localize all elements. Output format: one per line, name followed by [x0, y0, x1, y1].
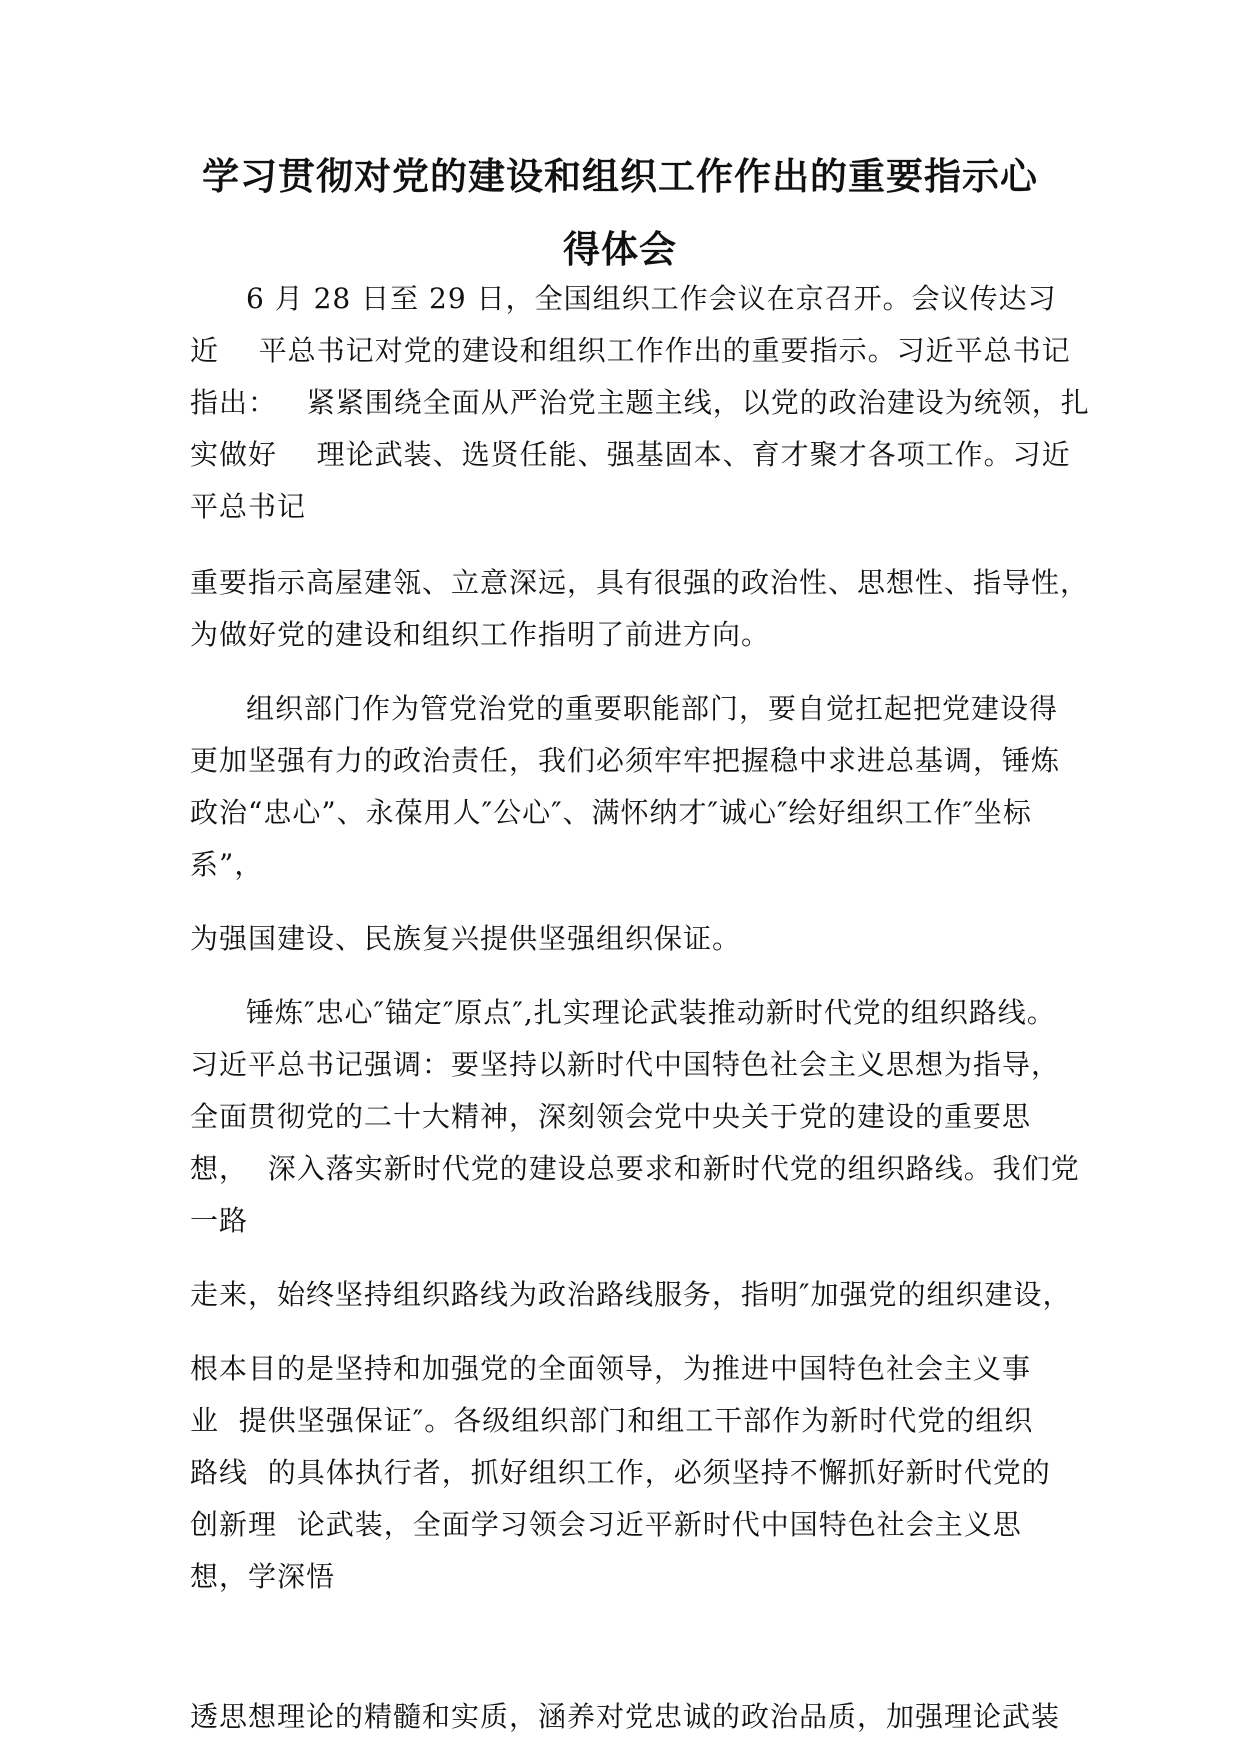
- text-line: 为强国建设、民族复兴提供坚强组织保证。: [190, 922, 742, 955]
- text-line: 系”，: [190, 848, 264, 881]
- text-line: 根本目的是坚持和加强党的全面领导，为推进中国特色社会主义事: [190, 1352, 1032, 1385]
- text-line: 想， 深入落实新时代党的建设总要求和新时代党的组织路线。我们党: [190, 1152, 1080, 1185]
- text-line: 政治“忠心”、永葆用人″公心″、满怀纳才″诚心″绘好组织工作″坐标: [190, 796, 1032, 829]
- text-line: 重要指示高屋建瓴、立意深远，具有很强的政治性、思想性、指导性，: [190, 566, 1090, 599]
- text-line: 更加坚强有力的政治责任，我们必须牢牢把握稳中求进总基调，锤炼: [190, 744, 1061, 777]
- text-line: 平总书记: [190, 490, 307, 523]
- text-line: 走来，始终坚持组织路线为政治路线服务，指明″加强党的组织建设，: [190, 1278, 1072, 1311]
- text-line: 透思想理论的精髓和实质，涵养对党忠诚的政治品质，加强理论武装: [190, 1700, 1061, 1733]
- text-line: 路线 的具体执行者，抓好组织工作，必须坚持不懈抓好新时代党的: [190, 1456, 1051, 1489]
- document-title-line-1: 学习贯彻对党的建设和组织工作作出的重要指示心: [202, 155, 1038, 198]
- text-line: 为做好党的建设和组织工作指明了前进方向。: [190, 618, 771, 651]
- text-line: 创新理 论武装，全面学习领会习近平新时代中国特色社会主义思: [190, 1508, 1022, 1541]
- text-line: 近 平总书记对党的建设和组织工作作出的重要指示。习近平总书记: [190, 334, 1071, 367]
- text-line: 习近平总书记强调：要坚持以新时代中国特色社会主义思想为指导，: [190, 1048, 1061, 1081]
- text-line: 6 月 28 日至 29 日，全国组织工作会议在京召开。会议传达习: [246, 282, 1057, 315]
- text-line: 想，学深悟: [190, 1560, 336, 1593]
- text-line: 实做好 理论武装、选贤任能、强基固本、育才聚才各项工作。习近: [190, 438, 1071, 471]
- text-line: 指出： 紧紧围绕全面从严治党主题主线，以党的政治建设为统领，扎: [190, 386, 1090, 419]
- text-line: 组织部门作为管党治党的重要职能部门，要自觉扛起把党建设得: [246, 692, 1059, 725]
- text-line: 锤炼″忠心″锚定″原点″,扎实理论武装推动新时代党的组织路线。: [246, 996, 1056, 1029]
- document-title-line-2: 得体会: [563, 228, 677, 271]
- text-line: 一路: [190, 1204, 249, 1237]
- text-line: 业 提供坚强保证″。各级组织部门和组工干部作为新时代党的组织: [190, 1404, 1034, 1437]
- text-line: 全面贯彻党的二十大精神，深刻领会党中央关于党的建设的重要思: [190, 1100, 1032, 1133]
